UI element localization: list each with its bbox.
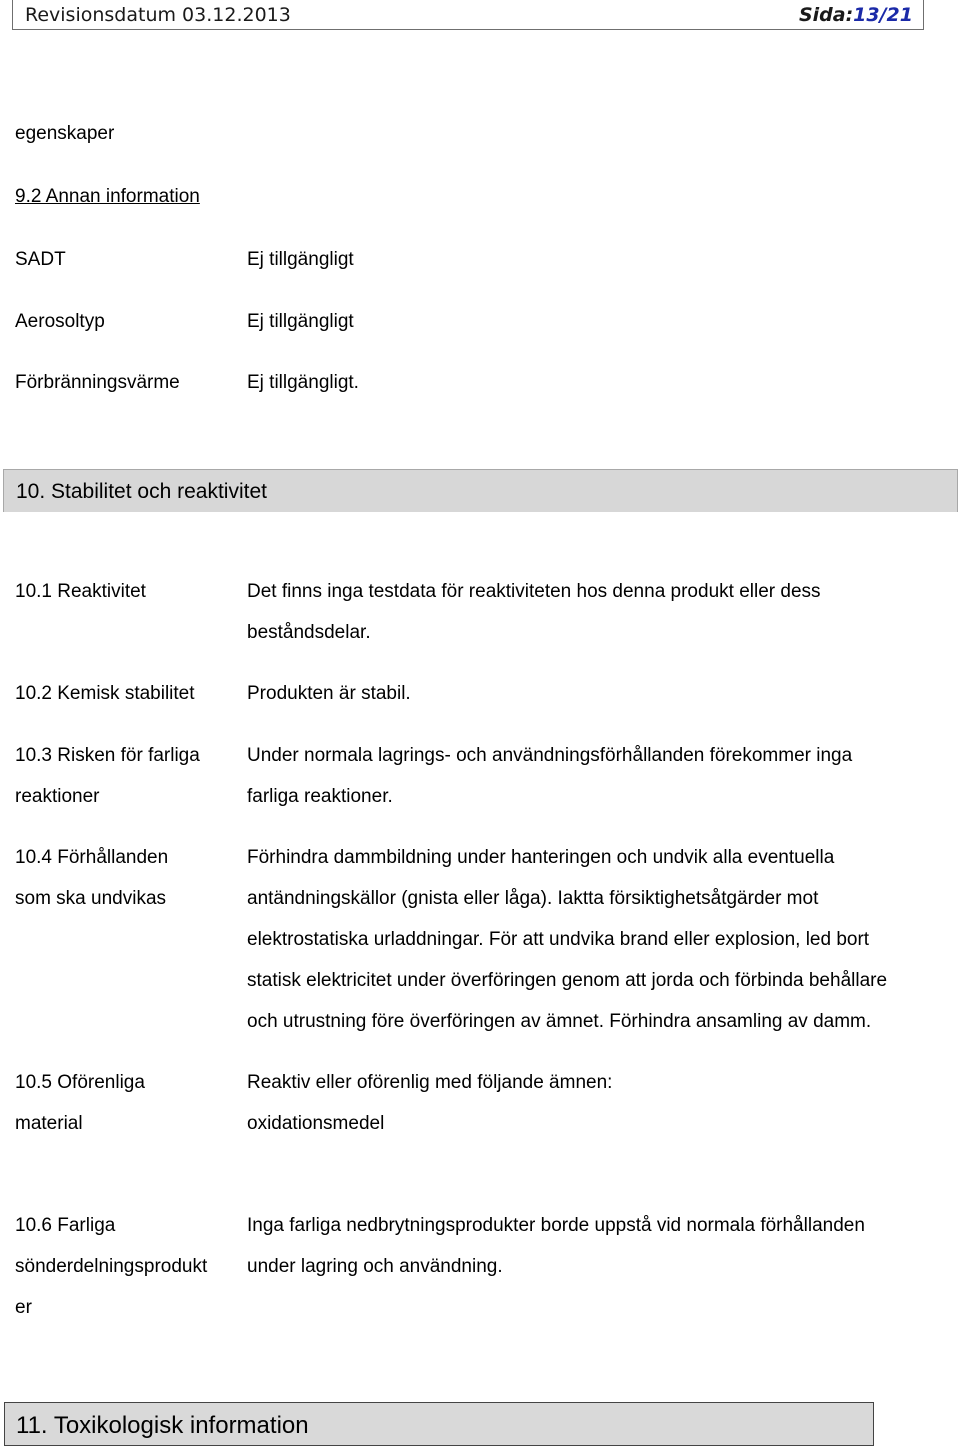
- decomposition-products-text-line: under lagring och användning.: [247, 1256, 503, 1277]
- heat-of-combustion-value: Ej tillgängligt.: [247, 372, 359, 393]
- conditions-to-avoid-text-line: antändningskällor (gnista eller låga). Iaktta försiktighetsåtgärder mot: [247, 888, 819, 909]
- reactivity-text-line: Det finns inga testdata för reaktiviteten hos denna produkt eller dess: [247, 581, 821, 602]
- section-11-header: [4, 1402, 874, 1446]
- reactivity-label: 10.1 Reaktivitet: [15, 581, 146, 602]
- chemical-stability-text: Produkten är stabil.: [247, 683, 411, 704]
- conditions-to-avoid-text-line: Förhindra dammbildning under hanteringen och undvik alla eventuella: [247, 847, 835, 868]
- incompatible-materials-text-line: oxidationsmedel: [247, 1113, 385, 1134]
- conditions-to-avoid-text-line: statisk elektricitet under överföringen genom att jorda och förbinda behållare: [247, 970, 888, 991]
- hazardous-reactions-label: 10.3 Risken för farliga: [15, 745, 200, 766]
- revision-date: Revisionsdatum 03.12.2013: [25, 4, 291, 26]
- incompatible-materials-text-line: Reaktiv eller oförenlig med följande ämnen:: [247, 1072, 613, 1093]
- heat-of-combustion-label: Förbränningsvärme: [15, 372, 180, 393]
- page-number: Sida:13/21: [798, 4, 913, 26]
- hazardous-reactions-label: reaktioner: [15, 786, 100, 807]
- page-header: [12, 0, 924, 30]
- conditions-to-avoid-label: 10.4 Förhållanden: [15, 847, 169, 868]
- section-10-title: 10. Stabilitet och reaktivitet: [16, 480, 267, 503]
- conditions-to-avoid-text-line: elektrostatiska urladdningar. För att undvika brand eller explosion, led bort: [247, 929, 870, 950]
- incompatible-materials-label: material: [15, 1113, 83, 1134]
- section-9-2-heading: 9.2 Annan information: [15, 186, 200, 207]
- conditions-to-avoid-text-line: och utrustning före överföringen av ämnet. Förhindra ansamling av damm.: [247, 1011, 872, 1032]
- section-10-header: [3, 469, 958, 512]
- decomposition-products-label: 10.6 Farliga: [15, 1215, 116, 1236]
- reactivity-text-line: beståndsdelar.: [247, 622, 371, 643]
- section-11-title: 11. Toxikologisk information: [16, 1412, 309, 1439]
- hazardous-reactions-text-line: farliga reaktioner.: [247, 786, 393, 807]
- hazardous-reactions-text-line: Under normala lagrings- och användningsförhållanden förekommer inga: [247, 745, 853, 766]
- chemical-stability-label: 10.2 Kemisk stabilitet: [15, 683, 195, 704]
- sadt-label: SADT: [15, 249, 66, 270]
- section-9-continuation: egenskaper: [15, 123, 115, 144]
- decomposition-products-label: er: [15, 1297, 32, 1318]
- aerosol-type-value: Ej tillgängligt: [247, 311, 354, 332]
- decomposition-products-text-line: Inga farliga nedbrytningsprodukter borde uppstå vid normala förhållanden: [247, 1215, 865, 1236]
- incompatible-materials-label: 10.5 Oförenliga: [15, 1072, 145, 1093]
- decomposition-products-label: sönderdelningsprodukt: [15, 1256, 208, 1277]
- conditions-to-avoid-label: som ska undvikas: [15, 888, 167, 909]
- aerosol-type-label: Aerosoltyp: [15, 311, 105, 332]
- sadt-value: Ej tillgängligt: [247, 249, 354, 270]
